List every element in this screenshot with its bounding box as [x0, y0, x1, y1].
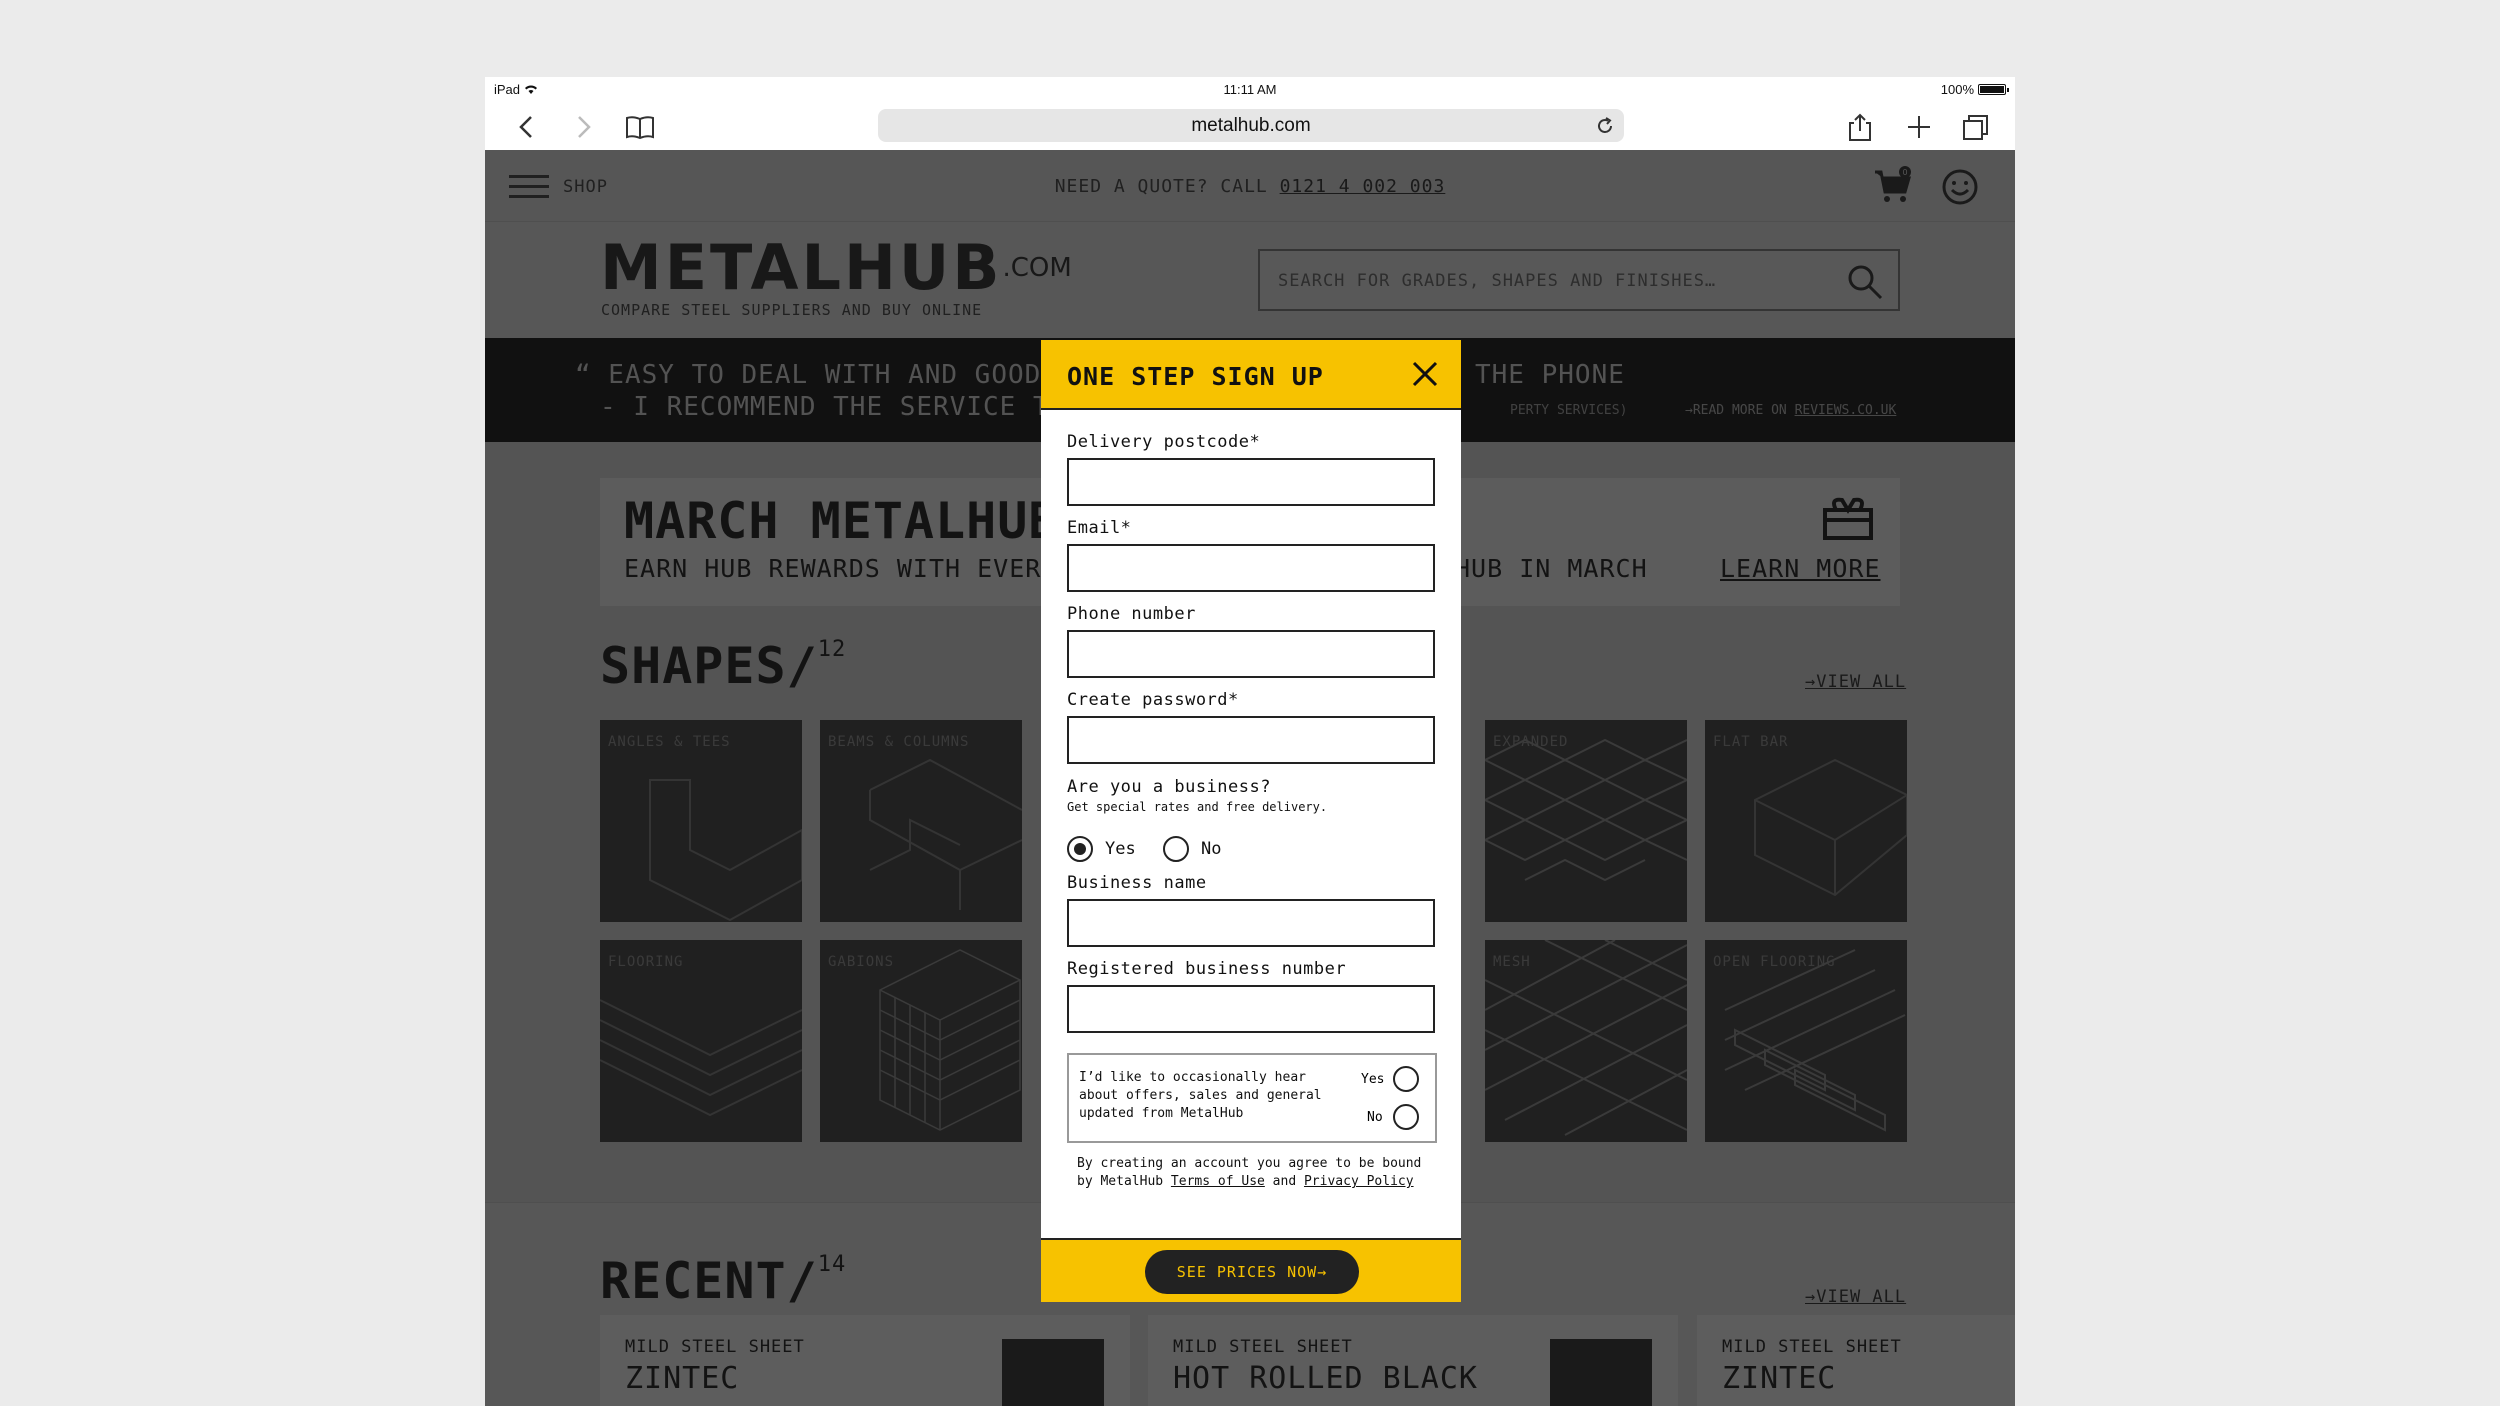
- reload-icon[interactable]: [1594, 115, 1616, 137]
- optin-yes-label: Yes: [1361, 1072, 1385, 1087]
- modal-header: [1041, 340, 1461, 410]
- postcode-label: Delivery postcode*: [1067, 432, 1261, 452]
- signup-modal: [1041, 340, 1461, 1302]
- postcode-field[interactable]: [1067, 458, 1435, 506]
- modal-title: ONE STEP SIGN UP: [1067, 362, 1324, 391]
- status-bar: [485, 77, 2015, 103]
- new-tab-icon[interactable]: [1903, 111, 1935, 143]
- optin-no-radio[interactable]: [1393, 1104, 1419, 1130]
- url-text: metalhub.com: [1191, 115, 1311, 136]
- share-icon[interactable]: [1844, 111, 1876, 143]
- clock: 11:11 AM: [1223, 82, 1277, 97]
- marketing-optin: [1067, 1053, 1437, 1143]
- legal-text: [1077, 1155, 1427, 1191]
- optin-text: I’d like to occasionally hear about offers, sales and general updated from MetalHub: [1079, 1070, 1322, 1121]
- see-prices-button[interactable]: SEE PRICES NOW→: [1145, 1250, 1359, 1294]
- ipad-screen: [485, 77, 2015, 1406]
- business-yes-radio[interactable]: [1067, 836, 1093, 862]
- bookmarks-icon[interactable]: [624, 111, 656, 143]
- email-label: Email*: [1067, 518, 1132, 538]
- reg-number-label: Registered business number: [1067, 959, 1347, 979]
- phone-label: Phone number: [1067, 604, 1196, 624]
- close-icon[interactable]: [1411, 360, 1439, 388]
- business-yes-label: Yes: [1105, 839, 1136, 859]
- password-label: Create password*: [1067, 690, 1239, 710]
- phone-field[interactable]: [1067, 630, 1435, 678]
- business-no-radio[interactable]: [1163, 836, 1189, 862]
- business-name-field[interactable]: [1067, 899, 1435, 947]
- privacy-link[interactable]: Privacy Policy: [1303, 1174, 1414, 1189]
- battery-percent: 100%: [1940, 82, 1974, 97]
- optin-yes-radio[interactable]: [1393, 1066, 1419, 1092]
- tabs-icon[interactable]: [1960, 111, 1992, 143]
- url-bar[interactable]: [878, 109, 1624, 142]
- reg-number-field[interactable]: [1067, 985, 1435, 1033]
- terms-link[interactable]: Terms of Use: [1170, 1174, 1265, 1189]
- business-no-label: No: [1201, 839, 1222, 859]
- battery-icon: [1978, 84, 2006, 95]
- legal-prefix: By creating an account you agree to be bound by MetalHub: [1077, 1156, 1422, 1189]
- optin-no-label: No: [1367, 1110, 1383, 1125]
- business-hint: Get special rates and free delivery.: [1067, 800, 1328, 814]
- browser-toolbar: [485, 103, 2015, 150]
- password-field[interactable]: [1067, 716, 1435, 764]
- back-icon[interactable]: [511, 111, 543, 143]
- forward-icon[interactable]: [567, 111, 599, 143]
- business-name-label: Business name: [1067, 873, 1207, 893]
- legal-and: and: [1264, 1174, 1304, 1189]
- modal-footer: [1041, 1238, 1461, 1302]
- device-label: iPad: [494, 82, 521, 97]
- email-field[interactable]: [1067, 544, 1435, 592]
- business-question: Are you a business?: [1067, 777, 1271, 797]
